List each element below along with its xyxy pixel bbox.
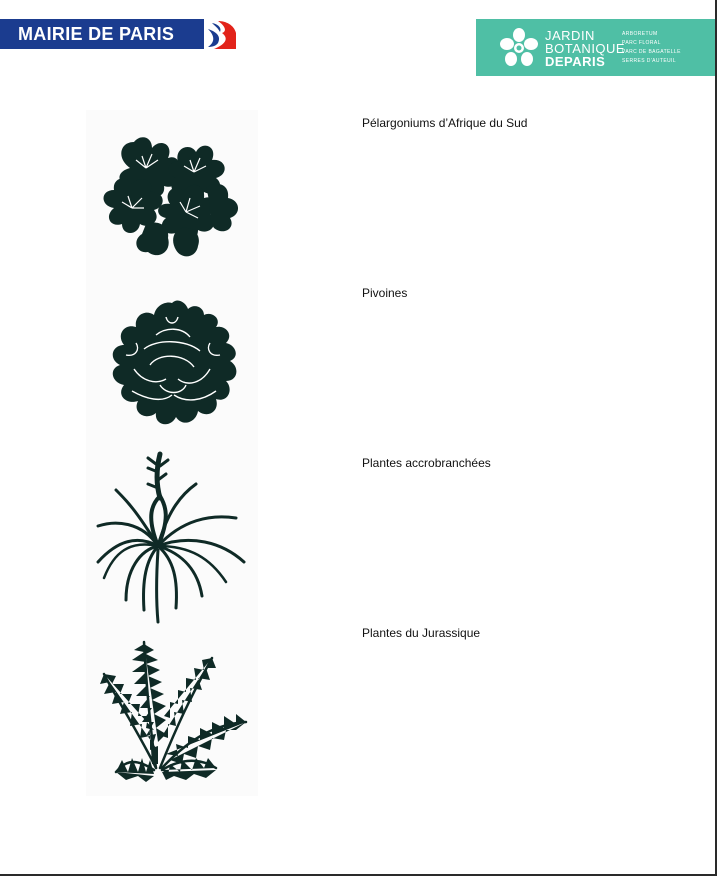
jardin-name-line: BOTANIQUE (545, 41, 626, 56)
epiphyte-icon (86, 450, 258, 625)
mairie-ship-icon (204, 19, 238, 49)
mairie-de-paris-logo (0, 19, 238, 49)
jardin-name-line: JARDIN (545, 28, 595, 43)
plant-label: Plantes accrobranchées (362, 456, 491, 470)
jardin-site: SERRES D'AUTEUIL (622, 58, 677, 64)
jardin-site: ARBORETUM (622, 31, 658, 37)
jardin-sites-list (622, 30, 681, 66)
jardin-site: PARC FLORAL (622, 40, 661, 46)
plant-label: Pélargoniums d’Afrique du Sud (362, 116, 528, 130)
plant-label: Plantes du Jurassique (362, 626, 481, 640)
jardin-site: PARC DE BAGATELLE (622, 49, 681, 55)
peony-icon (86, 295, 258, 440)
plant-illustration-column (86, 110, 258, 796)
pelargonium-icon (86, 128, 258, 268)
flower-logo-icon (498, 27, 540, 69)
mairie-logo-text: MAIRIE DE PARIS (0, 19, 204, 49)
jardin-name-line: DEPARIS (545, 54, 606, 69)
jardin-botanique-logo (476, 19, 715, 76)
plant-label: Pivoines (362, 286, 408, 300)
jardin-name (545, 29, 625, 68)
fern-icon (86, 638, 258, 788)
